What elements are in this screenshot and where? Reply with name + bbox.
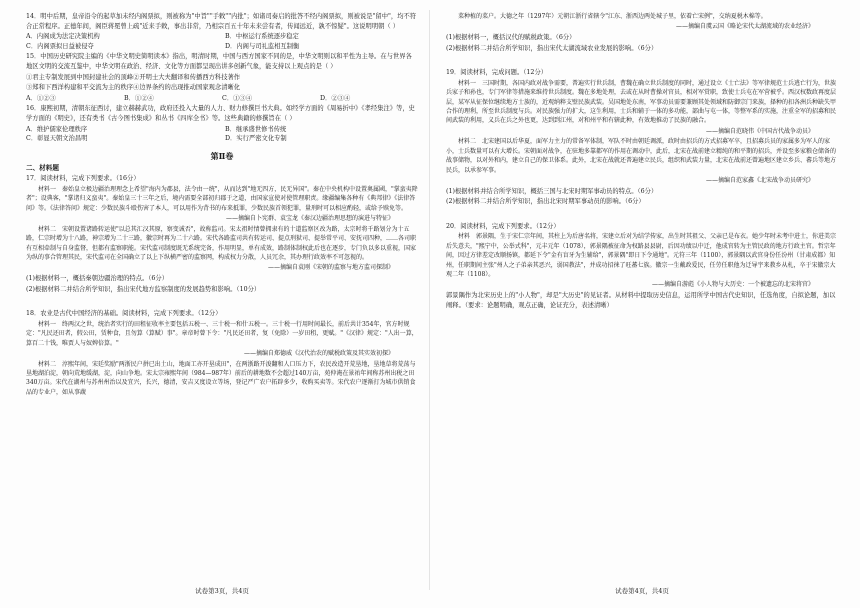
q14-option-b: B．中枢运行系统逐步稳定 (225, 33, 299, 41)
q14-option-d: D．内阁与司礼监相互制衡 (225, 42, 300, 50)
q17-material-1-source: ——摘编自卜宪群、袁宝龙《秦汉边疆治理思想的演进与特征》 (225, 215, 394, 223)
q16-option-b: B．继承盛世修书传统 (225, 125, 287, 133)
section-heading: 二、材料题 (26, 163, 59, 172)
q19-material-1-source: ——摘编自范晓伟《中国古代战争动员》 (705, 127, 814, 135)
q15-option-d: D．②③④ (320, 94, 351, 102)
q15-options (26, 94, 418, 104)
volume-heading: 第Ⅱ卷 (210, 150, 234, 161)
q15-stem: 15．中国历史研究院主编的《中华文明史简明读本》指出，明清时期，中国与西方国家不同的是，中华文明则以和平性为主导。在与世界各地区文明的交流互鉴中，中华文明在政治、经济、文化等方面都呈现出讲多创新气象，能支持以上观点的是（ ） (26, 53, 412, 70)
q20-requirement: 郭景隅作为北宋历史上的"小人物"，却是"大历史"的见证者。从材料中提取历史信息，运用所学中国古代史知识，任选角度，自拟论题，加以阐释。（要求：论题明确，观点正确，论证充分，表述清晰） (446, 292, 836, 309)
q18-material-2-continued: 菜种植的菜户。大德之年（1297年）元朝江浙行省辖令"江东、浙西边两处城子里，依着亡宋例"，交纳夏税木棉等。 (458, 13, 767, 20)
q17-material-2-source: ——摘编自袁刚《宋朝的监察与地方监司探制》 (267, 264, 394, 272)
q19-stem: 19．阅读材料，完成问题。（12分） (446, 69, 548, 77)
q18-material-1: 材料一 终两汉之世，统治者实行的田租征收率主要包括五税一、三十税一和什五税一。三十税一行用时间最长，前后共计354年，官方时规定："凡民还田者，假公田，赁种食，且勿算（算赋）事"。章帝时曾下令："凡民还田者，复（免除）一岁田租，更赋。"《汉律》规定："人出一算，算百二十钱，唯贾人与奴婢倍算。" (26, 320, 418, 347)
q17-requirement-2: (2)根据材料二并结合所学知识，指出宋代地方监察制度的发展趋势和影响。（10分） (26, 285, 261, 293)
q16-options (26, 125, 418, 144)
q16-stem: 16．康熙初期，清朝东征西讨，建立赫赫武功，政府还投入大量的人力、财力修撰巨书大典。如经学方面的《周易折中》《孝经集注》等，史学方面的《明史》，还有类书《古今图书集成》和丛书《四库全书》等。这些典籍的修撰旨在（ ） (26, 105, 415, 122)
page-4-footer: 试卷第4页，共4页 (615, 587, 669, 595)
q18-material-1-source: ——摘编自郑德威《汉代治农的赋税政策及其实效初探》 (243, 349, 394, 357)
q15-item-2: ③郑和下西洋构建和平交流为主的秩序④边界条约的出现推动国家观念清晰化 (26, 84, 241, 92)
q19-material-2: 材料二 北宋建国以后华夏，面军力主力的常备军体制，军队不时由朝廷调派，政时由招兵的方式招募军卒，且招募兵员的家属多为军人的家小，士兵数量可以有大增长。宋朝面对战争，在驻地多靠都军的作用在调动中，此后，北宋在战前建立精纯的和平期的招兵，并设至多家粮仓储备的战事储物，以对外和内，建立自己的保卫体系。此外，北宋在战就还普遍建立民兵，组织和武装力量，北宋在战前还曾遍地区建立乡兵、蕃兵等地方民兵，以承参军事。 (446, 138, 837, 174)
page-4 (446, 12, 838, 582)
q15-item-1: ①君主专制发展到中国封建社会的顶峰②开明士大夫翻译和传播西方科技著作 (26, 73, 241, 81)
q19-requirement-1: (1)根据材料并结合所学知识，概括三国与北宋时期军事动员的特点。（6分） (446, 187, 658, 195)
q20-material-source: ——摘编自游彪《小人物与大历史：一个被遗忘的北宋将官》 (651, 281, 814, 289)
q20-material: 材料 郭景隅，生于宋仁宗年间，其柱上为后唐名将，宋建立后对为结学传家，出生时其祖父、父亲已是布衣。她少年时未考中进士，你进美宗后失意夫，"熙宁中，公举式科"，元丰元年（1078），郭景隅被征命为权路县县尉，后因功绩以中迁，他成官转为主管民政的地方行政主官。哲宗年间，因过方律差定改顺扬镇，都延下令"金有盲牙为生辅给"，郭景隅"即日下令通地"。元符三年（1100），郭景隅以武官身份任汾州（甘肃成都）知州，任职期间主张"州人之子弟亲其恶兴，弱国教法"，并成功招徕了旺蕃七族。徽宗一生戴政爱民，任劳任职他为迁导宇来教乡从札，卒于宋徽宗大观二年（1108）。 (446, 233, 837, 279)
q14-stem: 14．明中后期，皇帝沿令的起草加未经内阁票拟，则被称为"中旨""手敕""内批"；如诸司奏启的批答不经内阁票拟，则被说是"留中"，均不符合正常程序。正德年间，阁臣蒋冕曾上疏"近来手敕，事出非常，乃相宗百五十年未来尝有者，传闻远近，孰不惊疑"。这说明明朝（ ） (26, 13, 417, 30)
q18-requirement-2: (2)根据材料二并结合所学知识，指出宋代太湖流域农业发展的影响。（6分） (446, 44, 658, 52)
q15-option-a: A．①②③ (26, 94, 56, 102)
q17-material-1: 材料一 秦始皇立极边疆治理理念上希望"海内为郡县，法令由一统"，从而达到"地无四方，民无异国"。秦在中央机构中设置奥属國，"掌蛮夷降者"；设典客，"掌诸归义蛮夷"。秦始皇三十三年之后，境内需要全部初归郡于之道，由国家宣使对使管理职责。缘疆编集各种有《典邦律》《法律答问》等。《法律答问》规定：少数民族斗殴伤害了本人，可以用作为背书的布来抵罪，少数民族首领犯罪，量刑时可以相应酌轻，或给予赎免等。 (26, 185, 418, 212)
q19-requirement-2: (2)根据材料二并结合所学知识，指出北宋时期军事动员的影响。（6分） (446, 198, 645, 206)
q19-material-2-source: ——摘编自范家鑫《北宋战争动员研究》 (705, 177, 814, 185)
q18-requirement-1: (1)根据材料一，概括汉代的赋税政策。（6分） (446, 34, 576, 41)
q16-option-c: C．彰显天朝文治昌明 (26, 135, 88, 143)
q20-stem: 20．阅读材料，完成下列要求。（12分） (446, 222, 560, 230)
q15-option-b: B．①②④ (124, 94, 154, 102)
q14-option-c: C．内阁票拟日益被侵夺 (26, 42, 94, 50)
q18-stem: 18．农业是古代中国经济的基础。阅读材料，完成下列要求。（12分） (26, 310, 222, 318)
q14-options (26, 32, 418, 51)
q16-option-a: A．维护儒家伦理秩序 (26, 125, 88, 133)
page-divider (429, 10, 430, 590)
page-3-footer: 试卷第3页，共4页 (195, 587, 249, 595)
q18-material-2: 材料二 淳熙年间，宋廷奖励"两浙民户拼已出土山，地面工亦开垦成田"，在两浙路开浚翻和人口压力下，农民改造开荒垦地，垦地草将荒荡与垦地湖泊淀，朝向荒地缓湖，淀，向山争地。宋太宗雍熙年间（984—987年）前后的耕地数不会超过140万亩，苑仲淹在景祐年间称苏州出税之田340万亩。宋代在湖州与苏州州治以及宜兴，长兴，德清，安吉又度设立等场，登记严广农户拓辟多少，收购买卖等。宋代农户逐渐打为城市供销食品的专业户，如从事蔬 (26, 360, 416, 396)
q16-option-d: D．实行严密文化专制 (225, 135, 287, 143)
q15-option-c: C．①③④ (222, 94, 253, 102)
q17-stem: 17．阅读材料，完成下列要求。（16分） (26, 175, 140, 183)
page-3 (26, 12, 418, 582)
q18-material-2-source: ——摘编自虞云国《略论宋代太湖流域的农业经济》 (675, 23, 814, 31)
q17-material-2: 材料二 宋朝设置诸路转运使"以总其汇汉其原，察变诚否"，故称监司。宋太祖时情曾拥隶有的十道监察区改为路，太宗时将千路划分为十五路，仁宗时增为十八路，神宗增为二十三路，徽宗时再为二十六路。宋代各路监司共有转运司、提点刑狱司、提举常平司、安抚司四种，……各司职有互相牵制与自身监督，但都有监察职能。宋代监司制度既无系统完备，作用明显，单有成效，路制体制权此后也在逐步，专门负以多以重视，国家为纵的事合管理其民，宋代监司在全国确立了以上下纵横严密的监察网，构成权力分散，人员冗余，其办理行政效率不可忽视的。 (26, 225, 417, 261)
q14-option-a: A．内阁成为法定决策机构 (26, 33, 100, 41)
q19-material-1: 材料一 三国时期，各国内政对战争需要，普遍实行世兵制，曹魏在确立世兵制度的同时，通过设立《士亡法》等军律规范士兵逃亡行为，世族兵家子和孙也，专门军律等措施来维持世兵制度。魏在多地处理，去或在从时曹操对官员，相对军赏职，致使士兵屯在军营被乎。西汉权数政再度层层，某军从征保位继续地方士族的，近观纳粹支壁民族武装。吴国地处东南，军事动员需要兼顾其处领域和防御宗门来族，择种的扣各洲兵种缺失甲合作的理利，所至世兵制度与兵。对民族强力的扩大，这生利用，士兵和辅于一体的多功能，部曲与屯一体，等整军系的实施，注重全军的招募和民间武装的利用，义兵在兵之外也更，达到到江州，对和州平和有辖此种，有效地推动了民族的融合。 (446, 79, 837, 125)
q17-requirement-1: (1)根据材料一，概括秦朝边疆治理的特点。（6分） (26, 274, 169, 282)
